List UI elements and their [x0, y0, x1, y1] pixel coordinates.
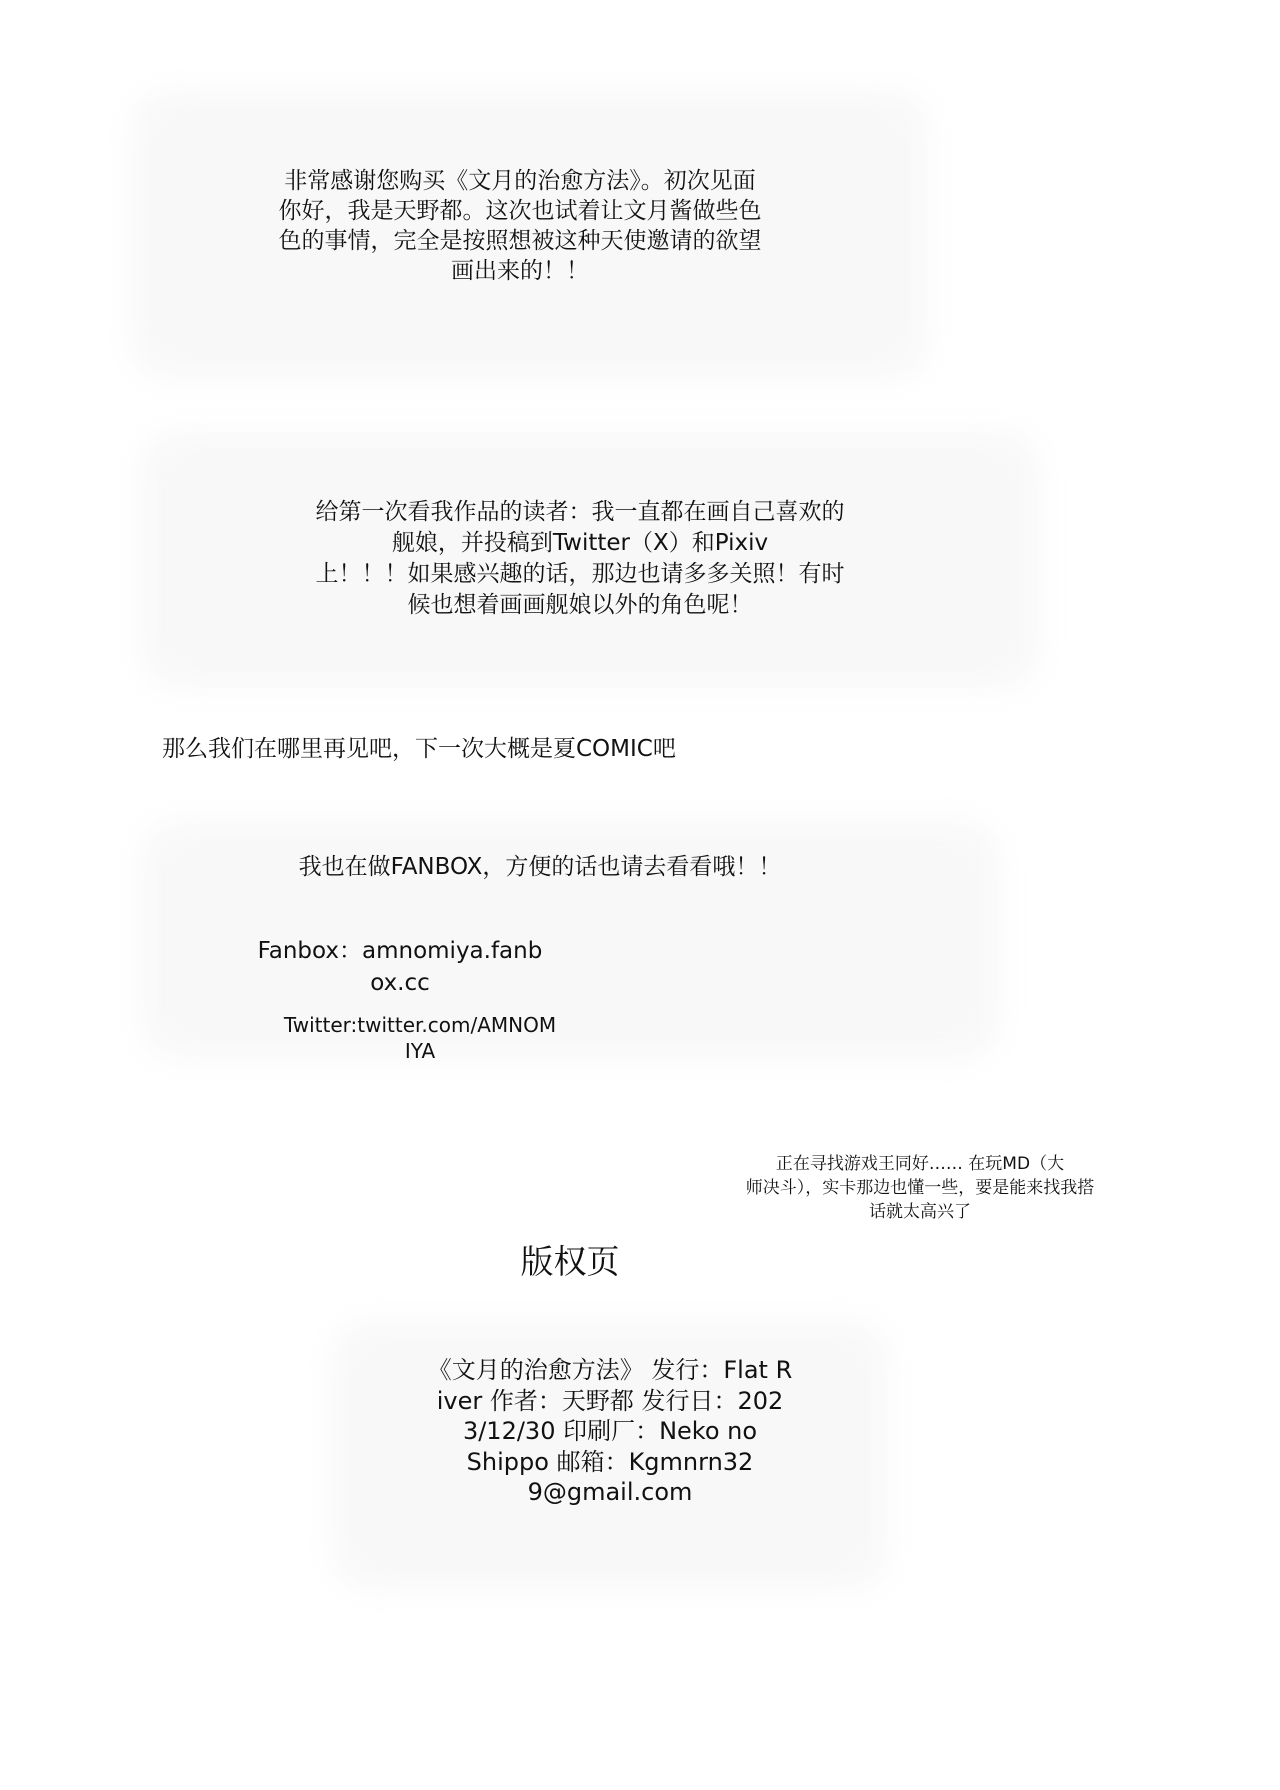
intro-line: 非常感谢您购买《文月的治愈方法》。初次见面 — [284, 168, 756, 194]
yugioh-line: 正在寻找游戏王同好…… 在玩MD（大 — [775, 1154, 1065, 1174]
colophon-line: 9@gmail.com — [527, 1478, 693, 1506]
fanbox-link-line: ox.cc — [370, 970, 430, 996]
yugioh-line: 话就太高兴了 — [869, 1202, 971, 1222]
colophon-line: 3/12/30 印刷厂：Neko no — [462, 1417, 758, 1445]
colophon-line: 《文月的治愈方法》 发行：Flat R — [427, 1356, 793, 1384]
readers-line: 舰娘，并投稿到Twitter（X）和Pixiv — [391, 530, 769, 556]
fanbox-link-line: Fanbox：amnomiya.fanb — [257, 938, 543, 964]
readers-line: 给第一次看我作品的读者：我一直都在画自己喜欢的 — [315, 499, 845, 525]
intro-line: 你好，我是天野都。这次也试着让文月酱做些色 — [278, 198, 762, 224]
colophon-line: Shippo 邮箱：Kgmnrn32 — [466, 1447, 754, 1476]
intro-line: 色的事情，完全是按照想被这种天使邀请的欲望 — [278, 228, 762, 254]
twitter-link-line: Twitter:twitter.com/AMNOM — [283, 1013, 557, 1037]
yugioh-note — [700, 1152, 1140, 1224]
readers-line: 候也想着画画舰娘以外的角色呢！ — [407, 592, 753, 618]
intro-line: 画出来的！！ — [451, 258, 589, 284]
see-you-text: 那么我们在哪里再见吧，下一次大概是夏COMIC吧 — [162, 736, 676, 762]
intro-paragraph — [250, 166, 790, 286]
colophon-line: iver 作者：天野都 发行日：202 — [436, 1386, 784, 1415]
readers-paragraph — [250, 497, 910, 621]
colophon-body — [400, 1355, 820, 1508]
yugioh-line: 师决斗），实卡那边也懂一些，要是能来找我搭 — [745, 1178, 1095, 1198]
fanbox-link — [220, 935, 580, 999]
readers-line: 上！！！如果感兴趣的话，那边也请多多关照！有时 — [315, 561, 845, 587]
twitter-link-line: IYA — [404, 1039, 436, 1063]
fanbox-note: 我也在做FANBOX，方便的话也请去看看哦！！ — [298, 854, 782, 880]
colophon-title: 版权页 — [520, 1242, 620, 1281]
twitter-link — [250, 1012, 590, 1064]
